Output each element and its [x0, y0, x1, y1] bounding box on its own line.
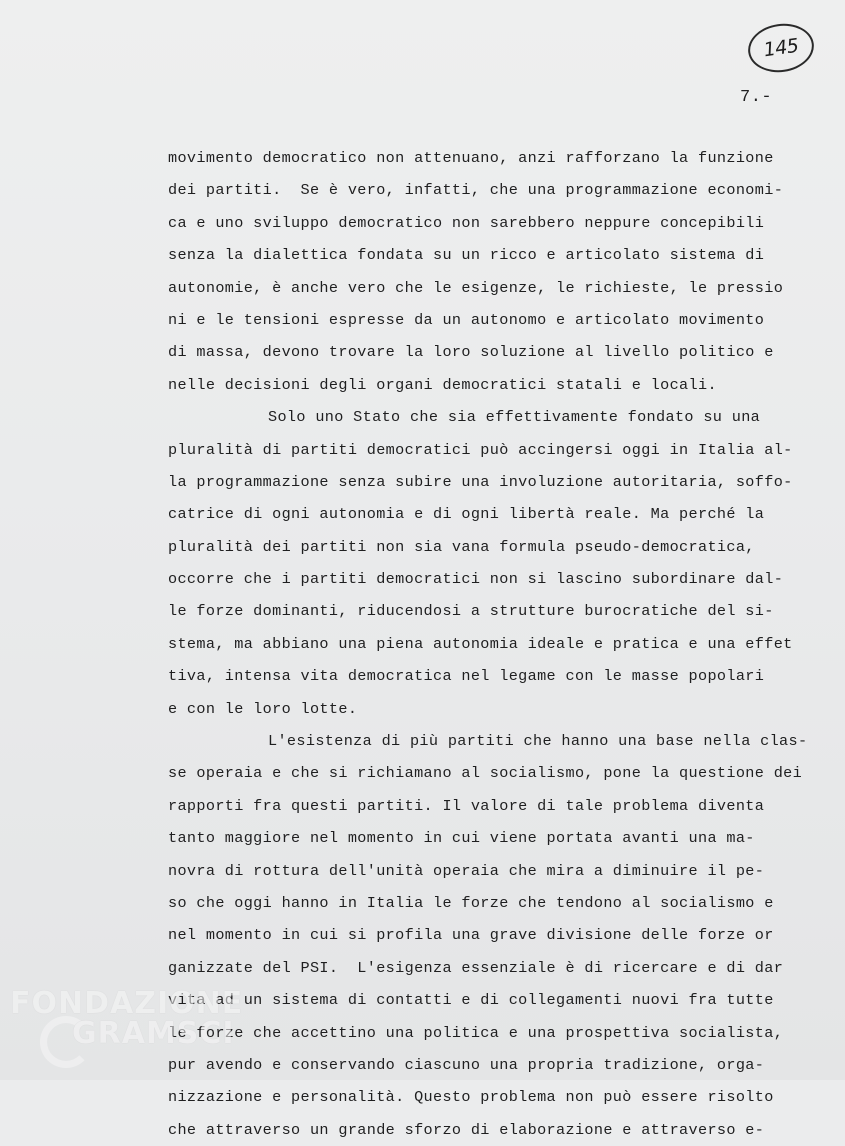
- text-line: occorre che i partiti democratici non si lascino subordinare dal-: [168, 570, 784, 589]
- text-line: stema, ma abbiano una piena autonomia ideale e pratica e una effet: [168, 634, 793, 653]
- text-line: so che oggi hanno in Italia le forze che tendono al socialismo e: [168, 893, 774, 912]
- text-line: senza la dialettica fondata su un ricco e articolato sistema di: [168, 246, 765, 265]
- text-line: movimento democratico non attenuano, anzi rafforzano la funzione: [168, 149, 774, 167]
- text-line: catrice di ogni autonomia e di ogni libertà reale. Ma perché la: [168, 505, 765, 524]
- text-line: ni e le tensioni espresse da un autonomo e articolato movimento: [168, 310, 765, 329]
- text-line: pluralità di partiti democratici può accingersi oggi in Italia al-: [168, 440, 793, 459]
- text-line: tanto maggiore nel momento in cui viene portata avanti una ma-: [168, 829, 755, 848]
- text-line: L'esistenza di più partiti che hanno una base nella clas-: [268, 732, 808, 751]
- text-line: vita ad un sistema di contatti e di collegamenti nuovi fra tutte: [168, 991, 774, 1010]
- watermark-line-1: FONDAZIONE: [10, 986, 244, 1021]
- archive-stamp: [745, 20, 817, 77]
- text-line: e con le loro lotte.: [168, 699, 358, 718]
- text-line: rapporti fra questi partiti. Il valore di tale problema diventa: [168, 796, 765, 815]
- text-line: nel momento in cui si profila una grave divisione delle forze or: [168, 926, 774, 945]
- text-line: la programmazione senza subire una involuzione autoritaria, soffo-: [168, 472, 793, 491]
- text-line: Solo uno Stato che sia effettivamente fondato su una: [268, 408, 761, 427]
- text-line: ca e uno sviluppo democratico non sarebbero neppure concepibili: [168, 213, 765, 232]
- text-line: tiva, intensa vita democratica nel legame con le masse popolari: [168, 667, 765, 686]
- text-line: ganizzate del PSI. L'esigenza essenziale è di ricercare e di dar: [168, 958, 784, 977]
- text-line: nelle decisioni degli organi democratici statali e locali.: [168, 375, 717, 394]
- body-text: [168, 142, 838, 1146]
- fondazione-gramsci-watermark: [10, 986, 244, 1076]
- text-line: dei partiti. Se è vero, infatti, che una programmazione economi-: [168, 181, 784, 200]
- text-line: le forze che accettino una politica e una prospettiva socialista,: [168, 1023, 784, 1042]
- text-line: le forze dominanti, riducendosi a strutture burocratiche del si-: [168, 602, 774, 621]
- text-line: autonomie, è anche vero che le esigenze, le richieste, le pressio: [168, 278, 784, 297]
- text-line: pur avendo e conservando ciascuno una propria tradizione, orga-: [168, 1055, 765, 1074]
- text-line: pluralità dei partiti non sia vana formula pseudo-democratica,: [168, 537, 755, 556]
- text-line: novra di rottura dell'unità operaia che mira a diminuire il pe-: [168, 861, 765, 880]
- watermark-line-2: GRAMSCI: [72, 1016, 235, 1051]
- text-line: nizzazione e personalità. Questo problema non può essere risolto: [168, 1088, 774, 1107]
- text-line: che attraverso un grande sforzo di elaborazione e attraverso e-: [168, 1120, 765, 1139]
- text-line: di massa, devono trovare la loro soluzione al livello politico e: [168, 343, 774, 362]
- stamp-number: 145: [762, 34, 800, 62]
- page-number: 7.-: [740, 88, 773, 107]
- text-line: se operaia e che si richiamano al socialismo, pone la questione dei: [168, 764, 803, 783]
